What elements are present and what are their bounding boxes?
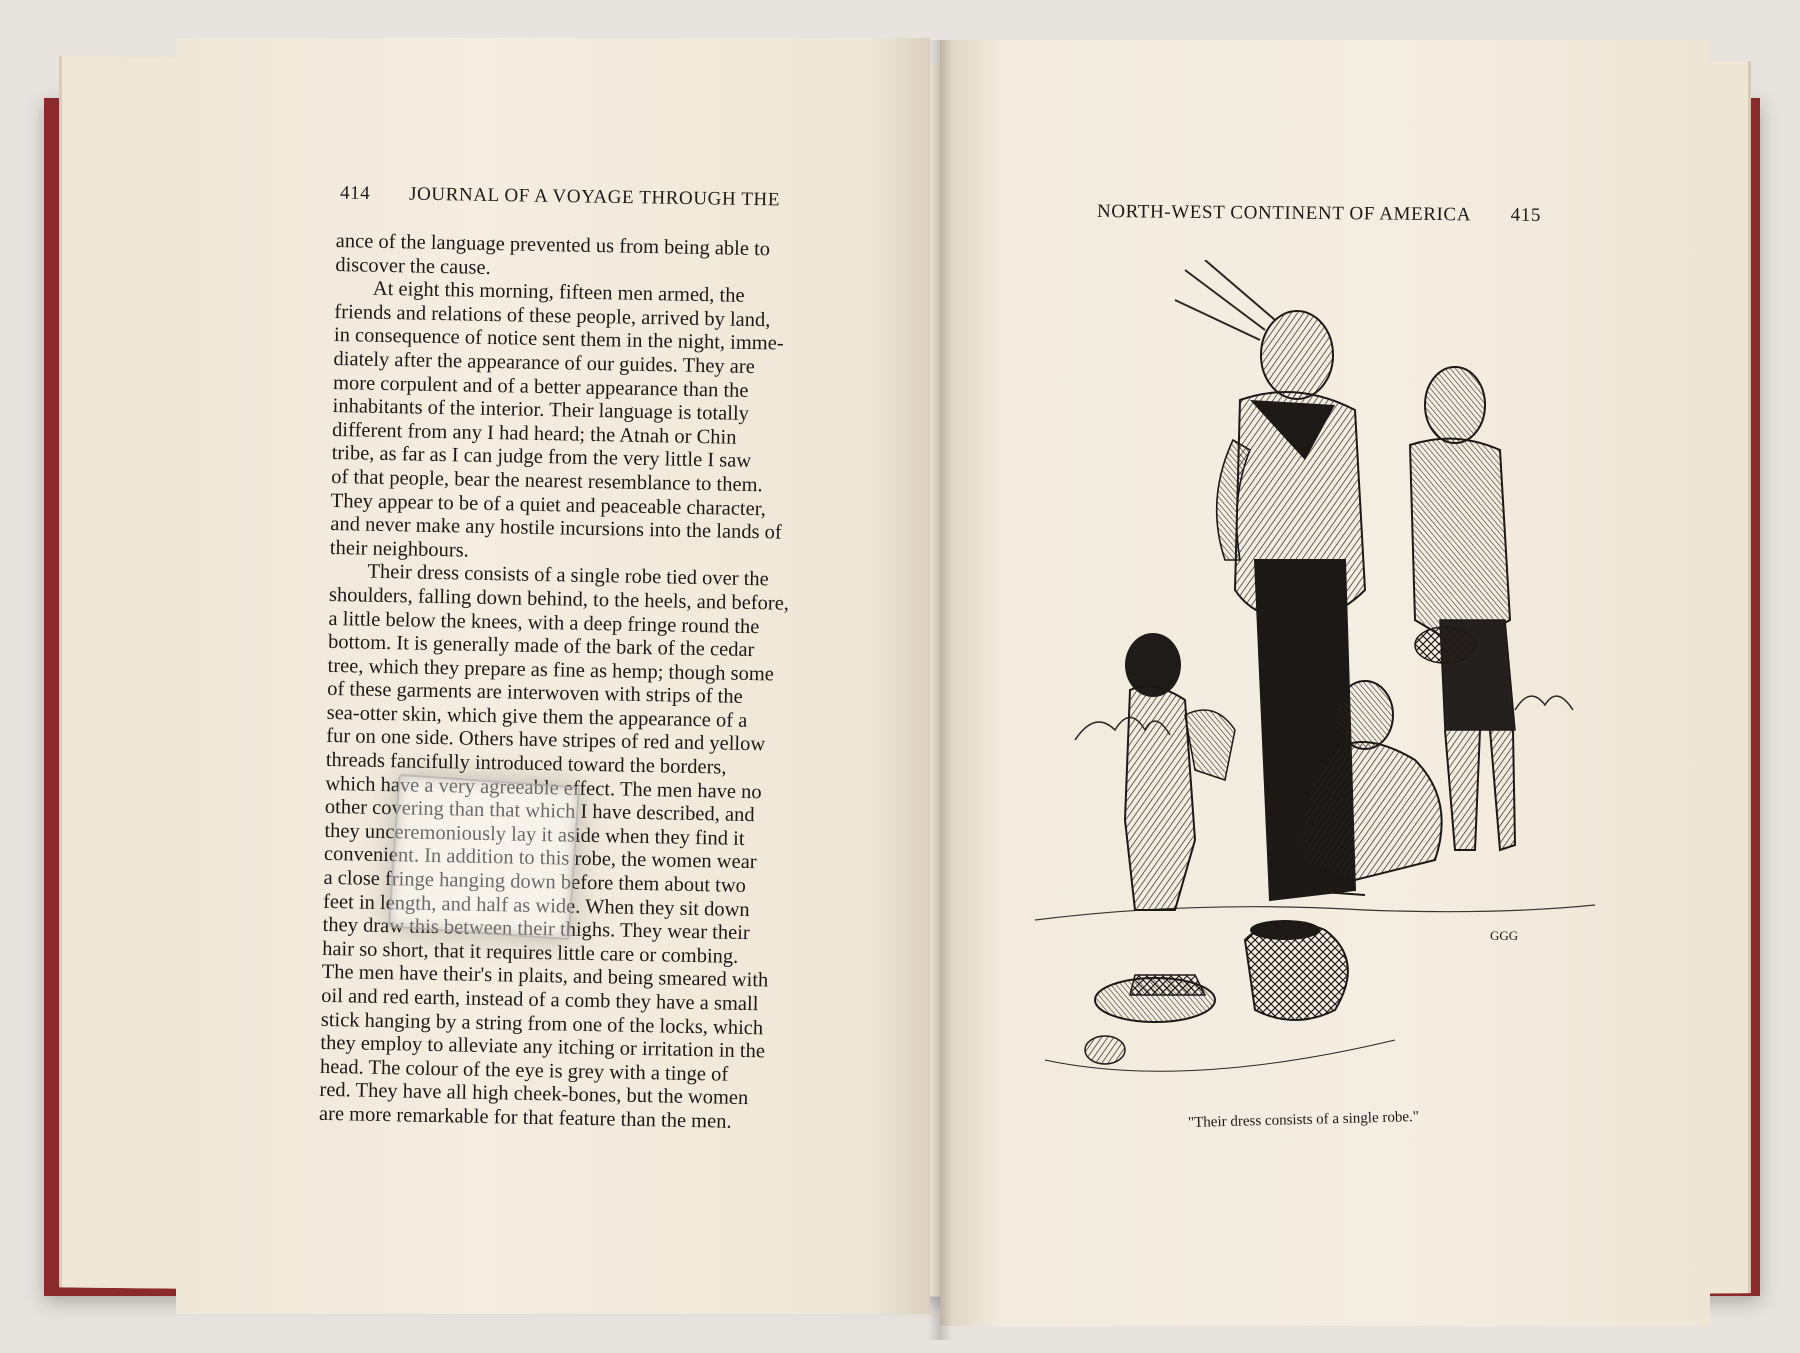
- body-line: At eight this morning, fifteen men armed, the: [372, 277, 745, 308]
- body-line: friends and relations of these people, arrived by land,: [334, 300, 771, 332]
- right-running-title: NORTH-WEST CONTINENT OF AMERICA: [1096, 201, 1471, 226]
- glass-paperweight: [388, 774, 580, 940]
- left-page-number: 414: [339, 182, 371, 205]
- body-line: bottom. It is generally made of the bark of the cedar: [327, 631, 755, 662]
- body-line: a close fringe hanging down before them about two: [323, 866, 747, 898]
- shrub-right: [1515, 696, 1573, 710]
- right-page-number: 415: [1510, 204, 1542, 226]
- body-line: ance of the language prevented us from being able to: [335, 230, 771, 261]
- body-line: Their dress consists of a single robe tied over the: [367, 560, 769, 591]
- body-line: their neighbours.: [329, 536, 470, 562]
- right-running-head: [1097, 201, 1541, 227]
- body-line: convenient. In addition to this robe, the women wear: [323, 843, 757, 874]
- body-line: threads fancifully introduced toward the borders,: [325, 748, 727, 779]
- body-line: sea-otter skin, which give them the appearance of a: [326, 701, 748, 732]
- body-line: they employ to alleviate any itching or irritation in the: [320, 1032, 766, 1063]
- body-line: oil and red earth, instead of a comb they have a small: [321, 984, 759, 1016]
- left-page-body: [319, 230, 870, 1137]
- body-line: inhabitants of the interior. Their language is totally: [332, 395, 750, 426]
- body-line: discover the cause.: [335, 253, 491, 279]
- body-line: head. The colour of the eye is grey with a tinge of: [319, 1055, 729, 1086]
- body-line: The men have their's in plaits, and being smeared with: [321, 961, 769, 992]
- body-line: shoulders, falling down behind, to the heels, and before,: [328, 583, 790, 615]
- book-gutter: [928, 40, 952, 1340]
- body-line: They appear to be of a quiet and peaceable character,: [330, 489, 767, 520]
- feather-headdress: [1175, 260, 1275, 340]
- body-line: in consequence of notice sent them in the night, imme-: [333, 324, 784, 355]
- baskets-and-pottery: [1045, 920, 1395, 1071]
- ink-illustration: [1035, 260, 1595, 1110]
- body-line: fur on one side. Others have stripes of red and yellow: [326, 725, 766, 756]
- body-line: different from any I had heard; the Atnah or Chin: [331, 418, 737, 449]
- body-line: of that people, bear the nearest resemblance to them.: [331, 465, 763, 497]
- body-line: hair so short, that it requires little care or combing.: [321, 937, 739, 968]
- illustration-caption: "Their dress consists of a single robe.": [1187, 1108, 1420, 1132]
- body-line: red. They have all high cheek-bones, but the women: [319, 1079, 749, 1110]
- body-line: tribe, as far as I can judge from the very little I saw: [331, 442, 752, 473]
- body-line: tree, which they prepare as fine as hemp; though some: [327, 654, 775, 686]
- body-line: are more remarkable for that feature than the men.: [318, 1102, 732, 1133]
- body-line: more corpulent and of a better appearance than the: [332, 371, 749, 402]
- child-figure: [1125, 633, 1235, 910]
- body-line: of these garments are interwoven with strips of the: [326, 678, 743, 709]
- body-line: they unceremoniously lay it aside when they find it: [324, 819, 745, 850]
- artist-signature: GGG: [1490, 928, 1519, 943]
- body-line: a little below the knees, with a deep fringe round the: [328, 607, 760, 638]
- left-running-title: JOURNAL OF A VOYAGE THROUGH THE: [408, 183, 781, 211]
- body-line: they draw this between their thighs. They wear their: [322, 914, 750, 945]
- body-line: stick hanging by a string from one of the locks, which: [320, 1008, 764, 1039]
- body-line: diately after the appearance of our guides. They are: [333, 347, 756, 379]
- body-line: which have a very agreeable effect. The men have no: [325, 772, 762, 803]
- ground-line: [1035, 905, 1595, 920]
- body-line: feet in length, and half as wide. When they sit down: [322, 890, 750, 921]
- body-line: and never make any hostile incursions into the lands of: [330, 513, 782, 544]
- body-line: other covering than that which I have described, and: [324, 796, 755, 827]
